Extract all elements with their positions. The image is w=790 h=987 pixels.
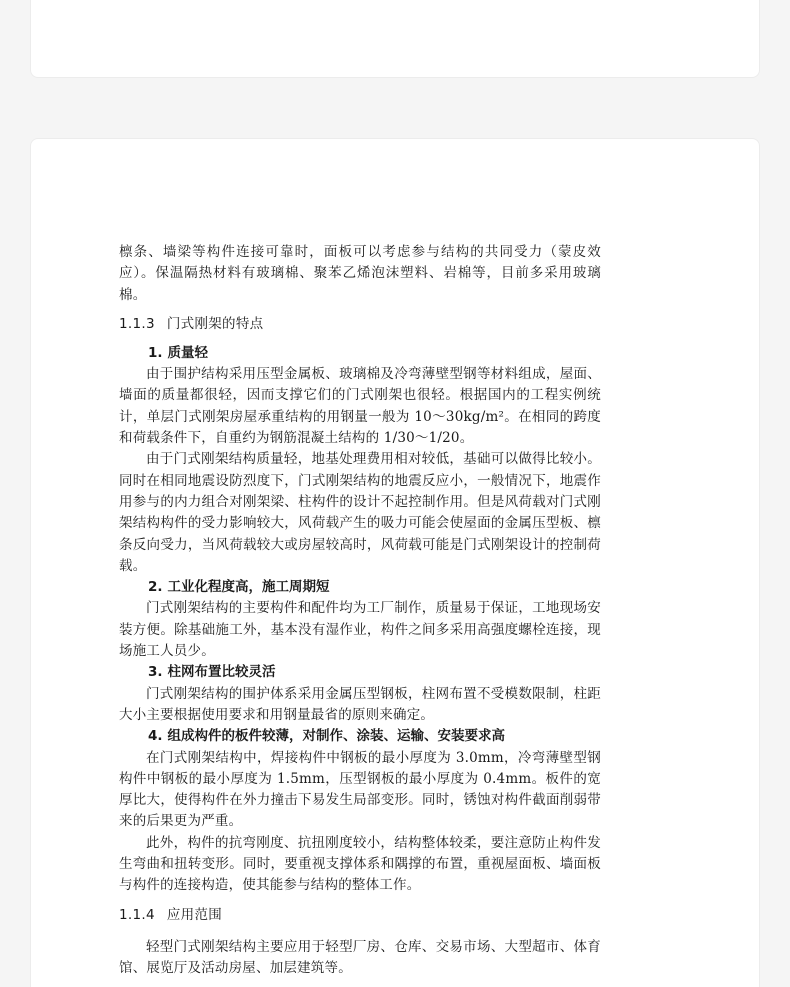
paragraph-light-weight-2: 由于门式刚架结构质量轻，地基处理费用相对较低，基础可以做得比较小。同时在相同地震设防烈度下，门式刚架结构的地震反应小，一般情况下，地震作用参与的内力组合对刚架梁、柱构件的设计不起控制作用。但是风荷载对门式刚架结构构件的受力影响较大，风荷载产生的吸力可能会使屋面的金属压型板、檩条反向受力，当风荷载较大或房屋较高时，风荷载可能是门式刚架设计的控制荷载。 bbox=[119, 451, 601, 574]
subheading-number: 2. bbox=[148, 579, 163, 596]
subheading-column-grid bbox=[119, 662, 601, 683]
section-number: 1.1.4 bbox=[119, 906, 155, 923]
subheading-text: 组成构件的板件较薄，对制作、涂装、运输、安装要求高 bbox=[167, 728, 506, 745]
subheading-number: 4. bbox=[148, 728, 163, 745]
section-number: 1.1.3 bbox=[119, 315, 155, 332]
page-content bbox=[119, 242, 601, 979]
subheading-text: 质量轻 bbox=[167, 344, 209, 361]
subheading-light-weight bbox=[119, 343, 601, 364]
paragraph-continued: 檩条、墙梁等构件连接可靠时，面板可以考虑参与结构的共同受力（蒙皮效应）。保温隔热材料有玻璃棉、聚苯乙烯泡沫塑料、岩棉等，目前多采用玻璃棉。 bbox=[119, 244, 601, 303]
paragraph-thin-plates-1: 在门式刚架结构中，焊接构件中钢板的最小厚度为 3.0mm，冷弯薄壁型钢构件中钢板的最小厚度为 1.5mm，压型钢板的最小厚度为 0.4mm。板件的宽厚比大，使得构件在外力撞击下易发生局部变形。同时，锈蚀对构件截面削弱带来的后果更为严重。 bbox=[119, 749, 601, 830]
paragraph-thin-plates-2: 此外，构件的抗弯刚度、抗扭刚度较小，结构整体较柔，要注意防止构件发生弯曲和扭转变形。同时，要重视支撑体系和隅撑的布置，重视屋面板、墙面板与构件的连接构造，使其能参与结构的整体工作。 bbox=[119, 834, 601, 894]
section-heading-1-1-3 bbox=[119, 315, 601, 333]
section-heading-1-1-4 bbox=[119, 906, 601, 924]
subheading-industrialization bbox=[119, 577, 601, 598]
subheading-number: 1. bbox=[148, 344, 163, 361]
previous-page bbox=[30, 0, 760, 78]
subheading-number: 3. bbox=[148, 664, 163, 681]
subheading-text: 柱网布置比较灵活 bbox=[167, 664, 276, 681]
paragraph-application: 轻型门式刚架结构主要应用于轻型厂房、仓库、交易市场、大型超市、体育馆、展览厅及活动房屋、加层建筑等。 bbox=[119, 938, 601, 976]
paragraph-industrialization: 门式刚架结构的主要构件和配件均为工厂制作，质量易于保证，工地现场安装方便。除基础施工外，基本没有湿作业，构件之间多采用高强度螺栓连接，现场施工人员少。 bbox=[119, 600, 601, 660]
paragraph-column-grid: 门式刚架结构的围护体系采用金属压型钢板，柱网布置不受模数限制，柱距大小主要根据使用要求和用钢量最省的原则来确定。 bbox=[119, 685, 601, 723]
paragraph-light-weight-1: 由于围护结构采用压型金属板、玻璃棉及冷弯薄壁型钢等材料组成，屋面、墙面的质量都很轻，因而支撑它们的门式刚架也很轻。根据国内的工程实例统计，单层门式刚架房屋承重结构的用钢量一般为 10～30kg/m²。在相同的跨度和荷载条件下，自重约为钢筋混凝土结构的 1/30～1/20。 bbox=[119, 366, 601, 447]
subheading-text: 工业化程度高，施工周期短 bbox=[167, 579, 330, 596]
section-title-text: 应用范围 bbox=[166, 906, 223, 923]
subheading-thin-plates bbox=[119, 726, 601, 747]
document-page bbox=[30, 138, 760, 987]
section-title-text: 门式刚架的特点 bbox=[166, 315, 264, 332]
